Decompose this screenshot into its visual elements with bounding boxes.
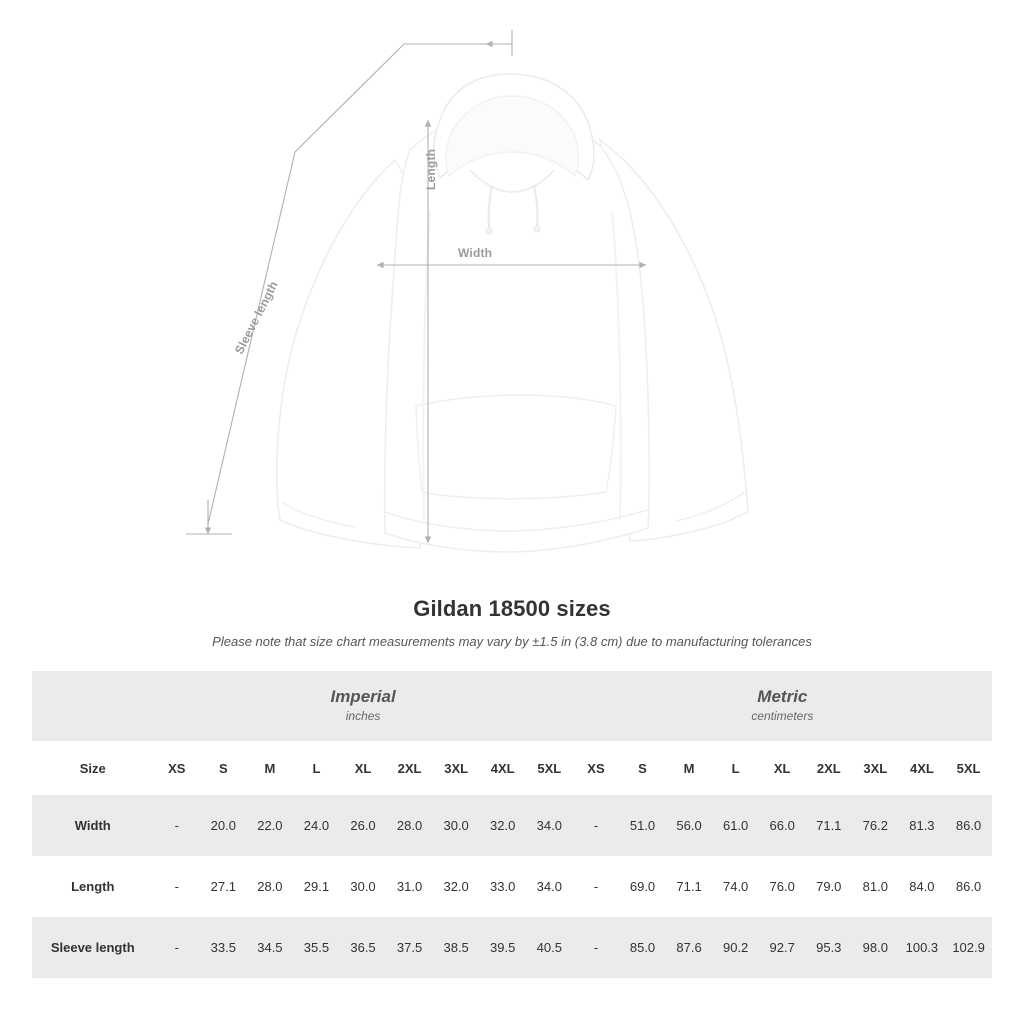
size-header-imperial-2XL: 2XL	[386, 741, 433, 795]
cell-sleeve-imperial-2XL: 37.5	[386, 917, 433, 978]
cell-sleeve-imperial-5XL: 40.5	[526, 917, 573, 978]
size-header-metric-M: M	[666, 741, 713, 795]
cell-sleeve-imperial-XL: 36.5	[340, 917, 387, 978]
cell-length-imperial-XL: 30.0	[340, 856, 387, 917]
cell-sleeve-imperial-XS: -	[153, 917, 200, 978]
cell-width-metric-S: 51.0	[619, 795, 666, 856]
size-header-metric-3XL: 3XL	[852, 741, 899, 795]
cell-length-imperial-M: 28.0	[247, 856, 294, 917]
cell-length-metric-2XL: 79.0	[805, 856, 852, 917]
row-label-sleeve-length: Sleeve length	[32, 917, 153, 978]
cell-width-metric-4XL: 81.3	[899, 795, 946, 856]
cell-sleeve-metric-3XL: 98.0	[852, 917, 899, 978]
cell-width-imperial-2XL: 28.0	[386, 795, 433, 856]
cell-width-metric-5XL: 86.0	[945, 795, 992, 856]
cell-sleeve-metric-S: 85.0	[619, 917, 666, 978]
cell-sleeve-metric-XS: -	[573, 917, 620, 978]
cell-width-imperial-L: 24.0	[293, 795, 340, 856]
size-header-imperial-3XL: 3XL	[433, 741, 480, 795]
size-header-metric-5XL: 5XL	[945, 741, 992, 795]
cell-width-imperial-5XL: 34.0	[526, 795, 573, 856]
cell-width-metric-3XL: 76.2	[852, 795, 899, 856]
cell-sleeve-metric-M: 87.6	[666, 917, 713, 978]
cell-length-imperial-3XL: 32.0	[433, 856, 480, 917]
cell-width-imperial-M: 22.0	[247, 795, 294, 856]
row-label-length: Length	[32, 856, 153, 917]
size-header-imperial-M: M	[247, 741, 294, 795]
unit-group-imperial-sub: inches	[345, 709, 381, 723]
cell-sleeve-metric-L: 90.2	[712, 917, 759, 978]
cell-sleeve-imperial-L: 35.5	[293, 917, 340, 978]
cell-width-metric-2XL: 71.1	[805, 795, 852, 856]
unit-group-row	[32, 671, 992, 741]
cell-width-metric-XS: -	[573, 795, 620, 856]
cell-length-metric-L: 74.0	[712, 856, 759, 917]
cell-length-metric-4XL: 84.0	[899, 856, 946, 917]
row-label-width: Width	[32, 795, 153, 856]
size-header-metric-S: S	[619, 741, 666, 795]
size-header-imperial-XL: XL	[340, 741, 387, 795]
cell-sleeve-metric-XL: 92.7	[759, 917, 806, 978]
cell-width-metric-M: 56.0	[666, 795, 713, 856]
cell-length-metric-S: 69.0	[619, 856, 666, 917]
size-header-imperial-5XL: 5XL	[526, 741, 573, 795]
table-row	[32, 917, 992, 978]
cell-width-imperial-S: 20.0	[200, 795, 247, 856]
size-header-row	[32, 741, 992, 795]
unit-group-imperial-name: Imperial	[330, 687, 396, 706]
sleeve-length-label: Sleeve length	[232, 278, 281, 357]
width-label: Width	[458, 246, 493, 260]
cell-sleeve-metric-5XL: 102.9	[945, 917, 992, 978]
cell-width-metric-L: 61.0	[712, 795, 759, 856]
unit-group-metric-sub: centimeters	[751, 709, 814, 723]
cell-length-metric-M: 71.1	[666, 856, 713, 917]
cell-length-imperial-XS: -	[153, 856, 200, 917]
cell-length-imperial-5XL: 34.0	[526, 856, 573, 917]
size-header-metric-XL: XL	[759, 741, 806, 795]
cell-width-imperial-XS: -	[153, 795, 200, 856]
cell-sleeve-metric-2XL: 95.3	[805, 917, 852, 978]
table-row	[32, 795, 992, 856]
title-block	[0, 596, 1024, 649]
cell-width-imperial-XL: 26.0	[340, 795, 387, 856]
tolerance-note: Please note that size chart measurements may vary by ±1.5 in (3.8 cm) due to manufacturing tolerances	[212, 634, 812, 649]
unit-group-metric	[573, 671, 992, 741]
hoodie-shape	[277, 74, 748, 552]
cell-width-metric-XL: 66.0	[759, 795, 806, 856]
cell-length-metric-3XL: 81.0	[852, 856, 899, 917]
length-label: Length	[424, 148, 438, 190]
cell-sleeve-metric-4XL: 100.3	[899, 917, 946, 978]
cell-length-imperial-4XL: 33.0	[479, 856, 526, 917]
size-header-imperial-L: L	[293, 741, 340, 795]
cell-length-imperial-2XL: 31.0	[386, 856, 433, 917]
cell-length-metric-XL: 76.0	[759, 856, 806, 917]
cell-length-imperial-S: 27.1	[200, 856, 247, 917]
size-header-imperial-4XL: 4XL	[479, 741, 526, 795]
size-header-metric-4XL: 4XL	[899, 741, 946, 795]
size-header-imperial-S: S	[200, 741, 247, 795]
size-header-imperial-XS: XS	[153, 741, 200, 795]
cell-width-imperial-3XL: 30.0	[433, 795, 480, 856]
unit-group-metric-name: Metric	[757, 687, 808, 706]
size-header-metric-L: L	[712, 741, 759, 795]
cell-sleeve-imperial-S: 33.5	[200, 917, 247, 978]
page-title: Gildan 18500 sizes	[413, 596, 611, 621]
cell-sleeve-imperial-M: 34.5	[247, 917, 294, 978]
cell-sleeve-imperial-3XL: 38.5	[433, 917, 480, 978]
cell-sleeve-imperial-4XL: 39.5	[479, 917, 526, 978]
table-corner	[32, 671, 153, 741]
size-header-metric-2XL: 2XL	[805, 741, 852, 795]
cell-length-imperial-L: 29.1	[293, 856, 340, 917]
size-chart-table	[32, 671, 992, 978]
size-chart-table-wrap	[32, 671, 992, 978]
table-row	[32, 856, 992, 917]
size-header-metric-XS: XS	[573, 741, 620, 795]
size-header-label: Size	[32, 741, 153, 795]
cell-length-metric-5XL: 86.0	[945, 856, 992, 917]
cell-length-metric-XS: -	[573, 856, 620, 917]
unit-group-imperial	[153, 671, 572, 741]
cell-width-imperial-4XL: 32.0	[479, 795, 526, 856]
